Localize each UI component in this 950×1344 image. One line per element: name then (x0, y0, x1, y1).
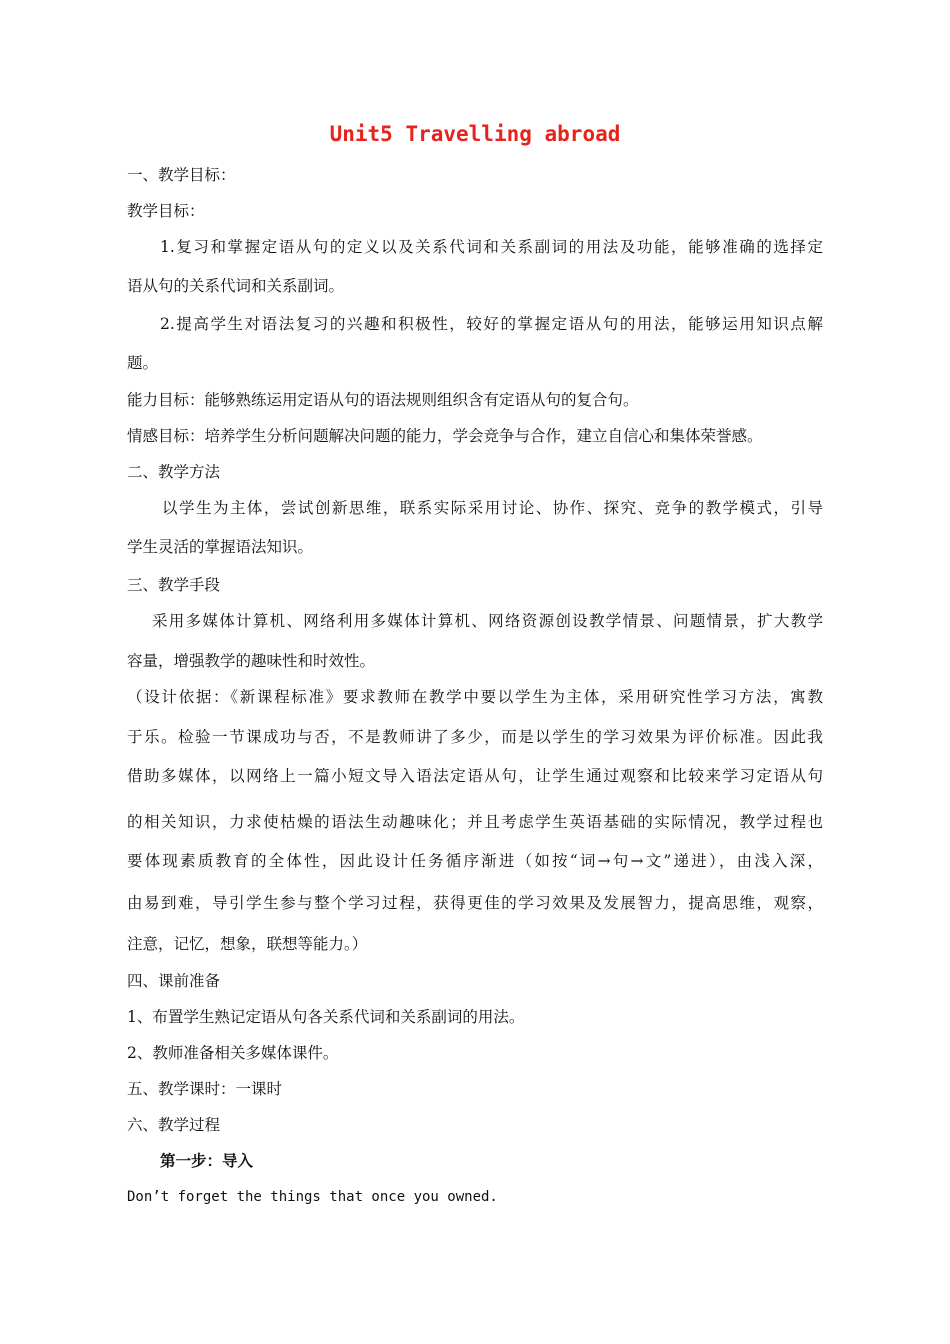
paragraph-line: （设计依据：《新课程标准》要求教师在教学中要以学生为主体，采用研究性学习方法，寓教 (127, 688, 823, 706)
paragraph-line: 2.提高学生对语法复习的兴趣和积极性，较好的掌握定语从句的用法，能够运用知识点解 (160, 315, 823, 333)
paragraph-line: 借助多媒体，以网络上一篇小短文导入语法定语从句，让学生通过观察和比较来学习定语从句 (127, 767, 823, 785)
paragraph-line: 由易到难，导引学生参与整个学习过程，获得更佳的学习效果及发展智力，提高思维，观察， (127, 894, 823, 912)
subheading-teaching-goals: 教学目标： (127, 202, 205, 220)
section-heading-objectives: 一、教学目标： (127, 166, 236, 184)
paragraph-line: 1.复习和掌握定语从句的定义以及关系代词和关系副词的用法及功能，能够准确的选择定 (160, 238, 823, 256)
section-heading-preparation: 四、课前准备 (127, 972, 221, 990)
section-heading-means: 三、教学手段 (127, 576, 221, 594)
paragraph-line: 采用多媒体计算机、网络利用多媒体计算机、网络资源创设教学情景、问题情景，扩大教学 (152, 612, 823, 630)
paragraph-line: 于乐。检验一节课成功与否，不是教师讲了多少，而是以学生的学习效果为评价标准。因此我 (127, 728, 823, 746)
document-title: Unit5 Travelling abroad (329, 122, 621, 146)
paragraph-line: 题。 (127, 354, 159, 372)
paragraph-line: 语从句的关系代词和关系副词。 (127, 277, 345, 295)
paragraph-line: 以学生为主体，尝试创新思维，联系实际采用讨论、协作、探究、竞争的教学模式，引导 (162, 499, 823, 517)
list-item: 1、布置学生熟记定语从句各关系代词和关系副词的用法。 (127, 1008, 525, 1026)
ability-goal: 能力目标：能够熟练运用定语从句的语法规则组织含有定语从句的复合句。 (127, 391, 639, 409)
paragraph-line: 注意，记忆，想象，联想等能力。） (127, 935, 368, 953)
section-heading-process: 六、教学过程 (127, 1116, 221, 1134)
paragraph-line: 的相关知识，力求使枯燥的语法生动趣味化；并且考虑学生英语基础的实际情况，教学过程也 (127, 813, 823, 831)
paragraph-line: 容量，增强教学的趣味性和时效性。 (127, 652, 376, 670)
paragraph-line: 学生灵活的掌握语法知识。 (127, 538, 314, 556)
emotion-goal: 情感目标：培养学生分析问题解决问题的能力，学会竞争与合作，建立自信心和集体荣誉感。 (127, 427, 763, 445)
section-heading-hours: 五、教学课时：一课时 (127, 1080, 283, 1098)
paragraph-line: 要体现素质教育的全体性，因此设计任务循序渐进（如按“词→句→文”递进），由浅入深， (127, 852, 823, 870)
english-sentence: Don’t forget the things that once you owned. (127, 1189, 498, 1205)
list-item: 2、教师准备相关多媒体课件。 (127, 1044, 339, 1062)
section-heading-methods: 二、教学方法 (127, 463, 221, 481)
step-heading: 第一步：导入 (160, 1151, 254, 1170)
